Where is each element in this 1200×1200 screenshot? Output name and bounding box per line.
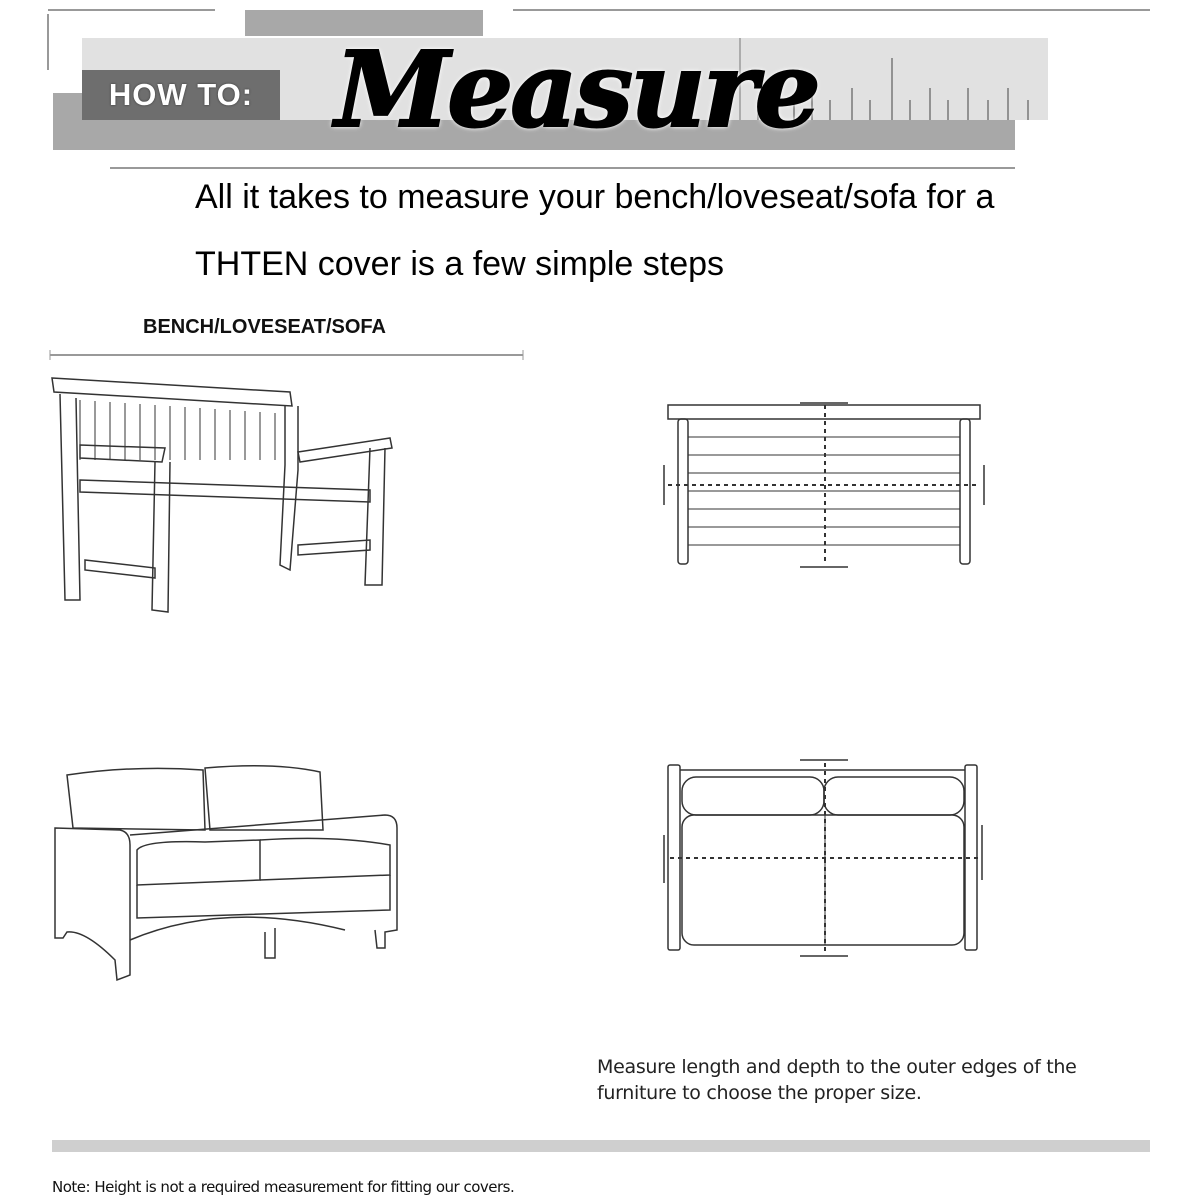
caption-line-2: furniture to choose the proper size.	[597, 1082, 922, 1104]
page-title: Measure	[335, 28, 818, 151]
section-divider	[0, 345, 530, 365]
intro-line-1: All it takes to measure your bench/loveseat/sofa for a	[195, 178, 995, 216]
loveseat-illustration	[45, 760, 415, 990]
how-to-label: HOW TO:	[82, 70, 280, 120]
footer-divider	[52, 1140, 1150, 1152]
section-label: BENCH/LOVESEAT/SOFA	[143, 316, 386, 338]
footer-note: Note: Height is not a required measurement for fitting our covers.	[52, 1178, 515, 1196]
caption-line-1: Measure length and depth to the outer edges of the	[597, 1056, 1077, 1078]
bench-illustration	[40, 370, 410, 620]
bench-top-view-diagram	[660, 395, 990, 575]
intro-line-2: THTEN cover is a few simple steps	[195, 245, 725, 283]
loveseat-top-view-diagram	[660, 755, 990, 965]
